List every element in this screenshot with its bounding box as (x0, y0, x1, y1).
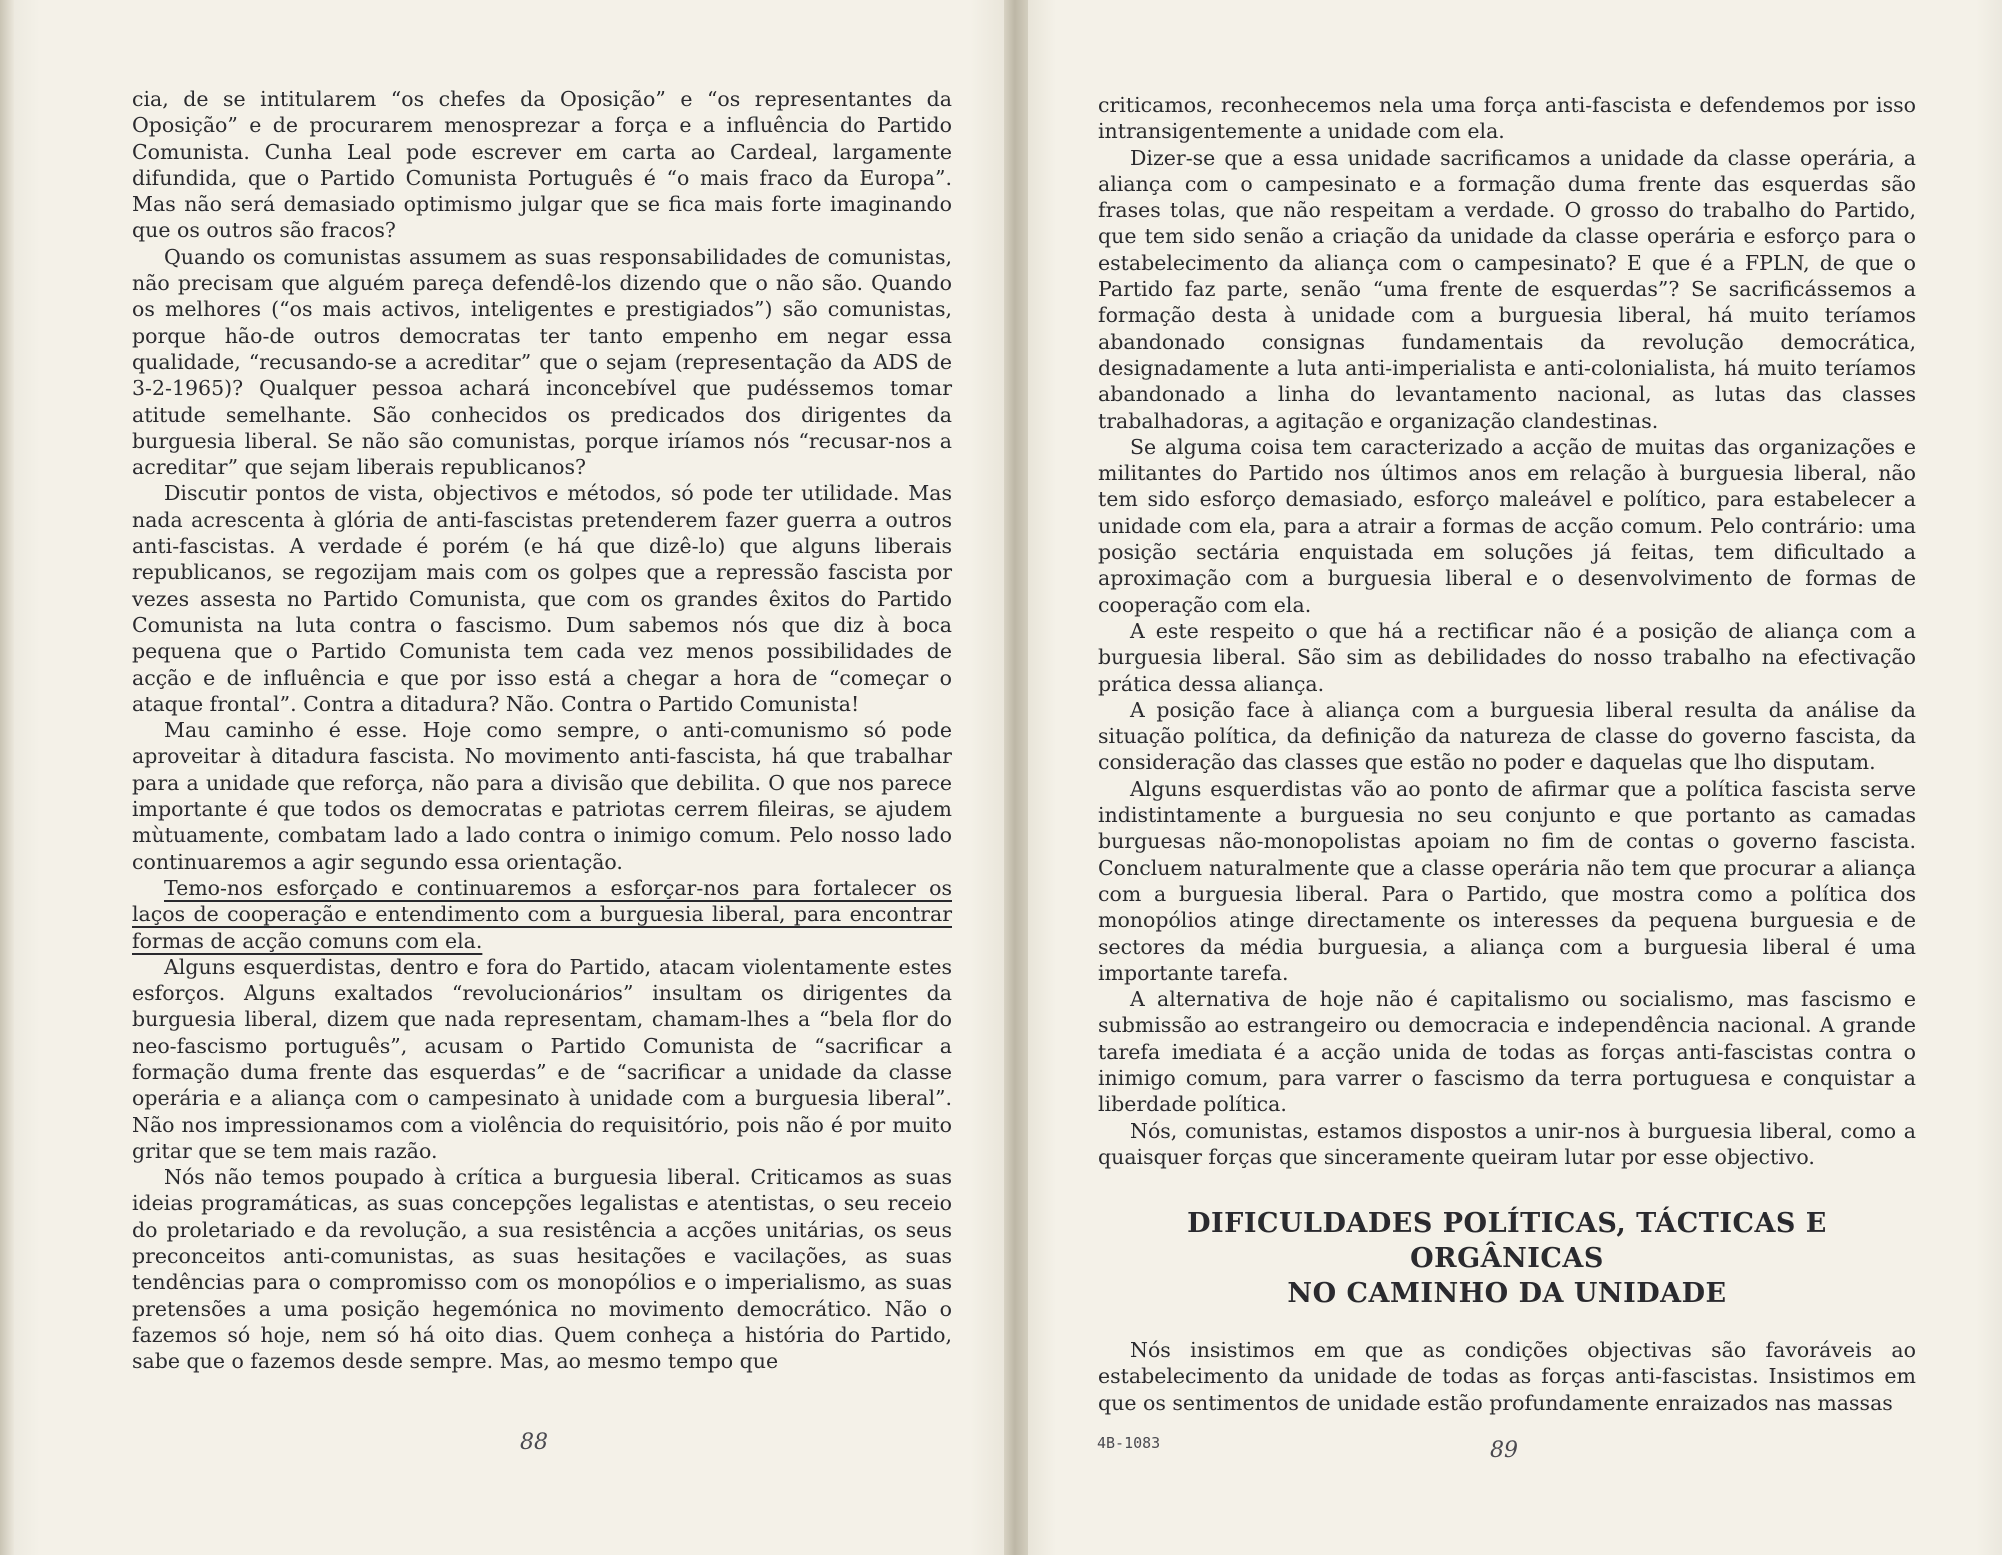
paragraph: Alguns esquerdistas vão ao ponto de afirmar que a política fascista serve indistintamente a burguesia no seu conjunto e que portanto as camadas burguesas não-monopolistas apoiam no fim de contas o governo fascista. Concluem naturalmente que a classe operária não tem que procurar a aliança com a burguesia liberal. Para o Partido, que mostra como a política dos monopólios atinge directamente os interesses da pequena burguesia e de sectores da média burguesia, a aliança com a burguesia liberal é uma importante tarefa. (1098, 776, 1916, 985)
print-code: 4B-1083 (1097, 1434, 1161, 1452)
paragraph: Alguns esquerdistas, dentro e fora do Partido, atacam violentamente estes esforços. Alguns exaltados “revolucionários” insultam os dirigentes da burguesia liberal, dizem que nada representam, chamam-lhes a “bela flor do neo-fascismo português”, acusam o Partido Comunista de “sacrificar a formação duma frente das esquerdas” e de “sacrificar a unidade da classe operária e a aliança com o campesinato à unidade com a burguesia liberal”. Não nos impressionamos com a violência do requisitório, pois não é por muito gritar que se tem mais razão. (132, 954, 952, 1163)
right-text-column (1098, 92, 1916, 1416)
paragraph: A este respeito o que há a rectificar não é a posição de aliança com a burguesia liberal. São sim as debilidades do nosso trabalho na efectivação prática dessa aliança. (1098, 618, 1916, 696)
paragraph: Nós insistimos em que as condições objectivas são favoráveis ao estabelecimento da unidade de todas as forças anti-fascistas. Insistimos em que os sentimentos de unidade estão profundamente enraizados nas massas (1098, 1338, 1916, 1415)
paragraph: criticamos, reconhecemos nela uma força anti-fascista e defendemos por isso intransigentemente a unidade com ela. (1098, 93, 1916, 144)
paragraph: cia, de se intitularem “os chefes da Oposição” e “os representantes da Oposição” e de procurarem menosprezar a força e a influência do Partido Comunista. Cunha Leal pode escrever em carta ao Cardeal, largamente difundida, que o Partido Comunista Português é “o mais fraco da Europa”. Mas não será demasiado optimismo julgar que se fica mais forte imaginando que os outros são fracos? (132, 87, 952, 243)
left-text-column (132, 86, 952, 1375)
paragraph: Nós, comunistas, estamos dispostos a unir-nos à burguesia liberal, como a quaisquer forças que sinceramente queiram lutar por esse objectivo. (1098, 1118, 1916, 1169)
page-edge (0, 0, 14, 1555)
paragraph: A alternativa de hoje não é capitalismo ou socialismo, mas fascismo e submissão ao estrangeiro ou democracia e independência nacional. A grande tarefa imediata é a acção unida de todas as forças anti-fascistas contra o inimigo comum, para varrer o fascismo da terra portuguesa e conquistar a liberdade política. (1098, 987, 1916, 1117)
book-gutter (1004, 0, 1028, 1555)
section-heading-line-1: DIFICULDADES POLÍTICAS, TÁCTICAS E ORGÂNICAS (1187, 1208, 1827, 1275)
underlined-paragraph (132, 875, 952, 954)
page-number-right: 89 (1490, 1438, 1518, 1463)
right-page (1016, 0, 2002, 1555)
paragraph: Quando os comunistas assumem as suas responsabilidades de comunistas, não precisam que alguém pareça defendê-los dizendo que o não são. Quando os melhores (“os mais activos, inteligentes e prestigiados”) são comunistas, porque hão-de outros democratas ter tanto empenho em negar essa qualidade, “recusando-se a acreditar” que o sejam (representação da ADS de 3-2-1965)? Qualquer pessoa achará inconcebível que pudéssemos tomar atitude semelhante. São conhecidos os predicados dos dirigentes da burguesia liberal. Se não são comunistas, porque iríamos nós “recusar-nos a acreditar” que sejam liberais republicanos? (132, 244, 952, 480)
paragraph: Mau caminho é esse. Hoje como sempre, o anti-comunismo só pode aproveitar à ditadura fascista. No movimento anti-fascista, há que trabalhar para a unidade que reforça, não para a divisão que debilita. O que nos parece importante é que todos os democratas e patriotas cerrem fileiras, se ajudem mùtuamente, combatam lado a lado contra o inimigo comum. Pelo nosso lado continuaremos a agir segundo essa orientação. (132, 718, 952, 874)
section-heading (1098, 1206, 1916, 1311)
paragraph: Nós não temos poupado à crítica a burguesia liberal. Criticamos as suas ideias programáticas, as suas concepções legalistas e atentistas, o seu receio do proletariado e da revolução, a sua resistência a acções unitárias, os seus preconceitos anti-comunistas, as suas hesitações e vacilações, as suas tendências para o compromisso com os monopólios e o imperialismo, as suas pretensões a uma posição hegemónica no movimento democrático. Não o fazemos só hoje, nem só há oito dias. Quem conheça a história do Partido, sabe que o fazemos desde sempre. Mas, ao mesmo tempo que (132, 1165, 952, 1374)
paragraph: Discutir pontos de vista, objectivos e métodos, só pode ter utilidade. Mas nada acrescenta à glória de anti-fascistas pretenderem fazer guerra a outros anti-fascistas. A verdade é porém (e há que dizê-lo) que alguns liberais republicanos, se regozijam mais com os golpes que a repressão fascista por vezes assesta no Partido Comunista, que com os grandes êxitos do Partido Comunista na luta contra o fascismo. Dum sabemos nós que diz à boca pequena que o Partido Comunista tem cada vez menos possibilidades de acção e de influência e que por isso está a chegar a hora de “começar o ataque frontal”. Contra a ditadura? Não. Contra o Partido Comunista! (132, 481, 952, 716)
paragraph: Dizer-se que a essa unidade sacrificamos a unidade da classe operária, a aliança com o campesinato e a formação duma frente das esquerdas são frases tolas, que não respeitam a verdade. O grosso do trabalho do Partido, que tem sido senão a criação da unidade da classe operária e esforço para o estabelecimento da aliança com o campesinato? E que é a FPLN, de que o Partido faz parte, senão “uma frente de esquerdas”? Se sacrificássemos a formação desta à unidade com a burguesia liberal, há muito teríamos abandonado consignas fundamentais da revolução democrática, designadamente a luta anti-imperialista e anti-colonialista, há muito teríamos abandonado a linha do levantamento nacional, as lutas das classes trabalhadoras, a agitação e organização clandestinas. (1098, 145, 1916, 433)
paragraph: Se alguma coisa tem caracterizado a acção de muitas das organizações e militantes do Partido nos últimos anos em relação à burguesia liberal, não tem sido esforço demasiado, esforço maleável e político, para estabelecer a unidade com ela, para a atrair a formas de acção comum. Pelo contrário: uma posição sectária enquistada em soluções já feitas, tem dificultado a aproximação com a burguesia liberal e o desenvolvimento de formas de cooperação com ela. (1098, 434, 1916, 617)
paragraph: A posição face à aliança com a burguesia liberal resulta da análise da situação política, da definição da natureza de classe do governo fascista, da consideração das classes que estão no poder e daquelas que lho disputam. (1098, 697, 1916, 775)
page-number-left: 88 (520, 1430, 548, 1455)
underlined-text: Temo-nos esforçado e continuaremos a esforçar-nos para fortalecer os laços de cooperação e entendimento com a burguesia liberal, para encontrar formas de acção comuns com ela. (132, 875, 952, 953)
section-heading-line-2: NO CAMINHO DA UNIDADE (1287, 1278, 1727, 1310)
